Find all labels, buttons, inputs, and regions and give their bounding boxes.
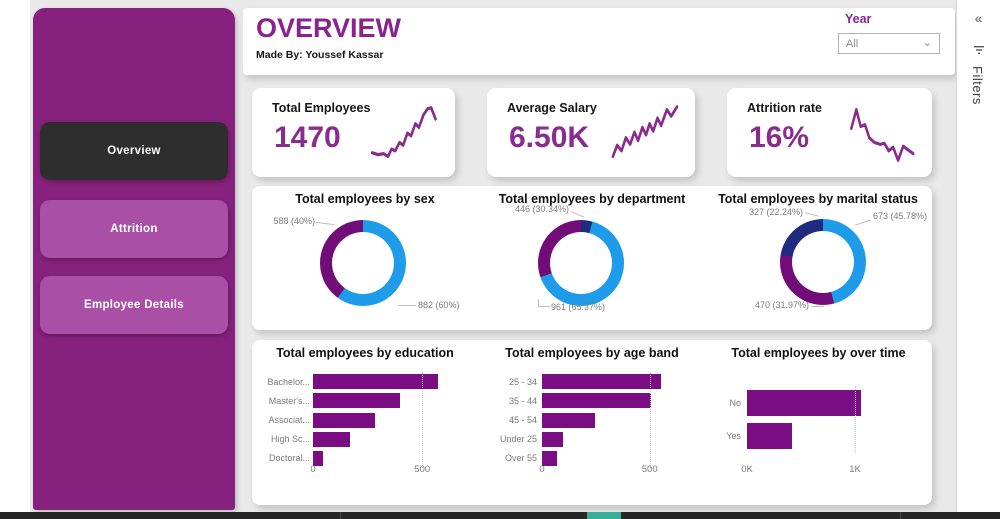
donut-chart-sex[interactable] xyxy=(252,186,478,330)
data-label: 470 (31.97%) xyxy=(754,300,809,310)
category-axis xyxy=(705,386,741,452)
nav-button-attrition[interactable]: Attrition xyxy=(40,200,228,258)
bar-row xyxy=(313,410,455,429)
axis-tick-label: 500 xyxy=(641,464,658,475)
value-axis xyxy=(310,464,455,478)
year-filter-value: All xyxy=(846,37,859,50)
value-axis xyxy=(741,464,882,478)
gridline xyxy=(422,372,423,468)
plot-area xyxy=(542,372,682,468)
kpi-card-attrition-rate[interactable] xyxy=(727,88,932,177)
gridline xyxy=(855,386,856,452)
bar[interactable] xyxy=(747,423,792,449)
data-label: 327 (22.24%) xyxy=(748,207,803,217)
page-subtitle: Made By: Youssef Kassar xyxy=(256,49,384,61)
data-label: 961 (65.37%) xyxy=(551,302,606,312)
data-label: 882 (60%) xyxy=(418,300,460,310)
bar[interactable] xyxy=(747,390,861,416)
label-leader-line xyxy=(398,305,416,306)
bar-row xyxy=(542,391,682,410)
bar-category-label: Yes xyxy=(726,430,741,441)
kpi-value: 16% xyxy=(749,121,810,154)
chevron-down-icon: ⌄ xyxy=(922,37,932,49)
bar-row xyxy=(313,372,455,391)
kpi-value: 6.50K xyxy=(509,121,590,154)
chart-title: Total employees by over time xyxy=(731,346,906,360)
bar-category-label: Bachelor... xyxy=(267,376,310,387)
bar[interactable] xyxy=(542,393,651,408)
kpi-card-total-employees[interactable] xyxy=(252,88,455,177)
chart-title: Total employees by education xyxy=(276,346,454,360)
kpi-card-average-salary[interactable] xyxy=(487,88,695,177)
data-label: 446 (30.34%) xyxy=(514,204,569,214)
chart-title: Total employees by marital status xyxy=(718,192,918,206)
value-axis xyxy=(539,464,682,478)
category-axis xyxy=(256,372,310,468)
bar-chart-age-band[interactable] xyxy=(479,340,705,505)
kpi-title: Total Employees xyxy=(272,101,371,115)
bar[interactable] xyxy=(542,374,661,389)
bar-category-label: High Sc... xyxy=(270,434,310,445)
category-axis xyxy=(483,372,537,468)
donut-chart-marital-status[interactable] xyxy=(705,186,931,330)
year-filter-dropdown[interactable] xyxy=(838,33,940,54)
bar[interactable] xyxy=(313,374,438,389)
bar[interactable] xyxy=(542,413,595,428)
plot-area xyxy=(747,386,882,452)
chart-title: Total employees by department xyxy=(498,192,686,206)
page-title: OVERVIEW xyxy=(256,13,402,43)
nav-button-employee-details[interactable]: Employee Details xyxy=(40,276,228,334)
bar-row xyxy=(542,430,682,449)
year-filter-label: Year xyxy=(845,12,872,26)
data-label: 673 (45.78%) xyxy=(873,211,928,221)
filters-pane-title: Filters xyxy=(970,66,985,105)
bar[interactable] xyxy=(542,432,563,447)
bar-category-label: No xyxy=(729,397,741,408)
label-leader-line xyxy=(855,220,871,226)
filter-funnel-icon xyxy=(973,44,985,56)
nav-sidebar xyxy=(33,8,235,510)
sparkline xyxy=(613,107,677,157)
bar-row xyxy=(313,391,455,410)
filters-pane xyxy=(956,0,1000,512)
sparkline-chart xyxy=(847,104,919,164)
plot-area xyxy=(313,372,455,468)
bar-row xyxy=(542,372,682,391)
taskbar-strip xyxy=(0,512,1000,519)
bar-category-label: Under 25 xyxy=(499,434,537,445)
bar-chart-over-time[interactable] xyxy=(705,340,932,505)
axis-tick-label: 500 xyxy=(414,464,431,475)
bar[interactable] xyxy=(313,413,375,428)
chart-title: Total employees by age band xyxy=(505,346,679,360)
label-leader-line xyxy=(538,299,550,307)
taskbar-teal-segment xyxy=(587,512,621,519)
sparkline xyxy=(851,110,913,161)
collapse-pane-icon[interactable]: « xyxy=(974,10,983,26)
donut-ring[interactable] xyxy=(538,220,624,306)
bar-category-label: Master's... xyxy=(268,395,310,406)
bar-chart-education[interactable] xyxy=(252,340,478,505)
bar-row xyxy=(747,419,882,452)
donut-ring[interactable] xyxy=(780,219,866,305)
bar-category-label: 35 - 44 xyxy=(508,395,537,406)
bar-charts-card xyxy=(252,340,932,505)
bar[interactable] xyxy=(313,432,350,447)
bar-category-label: Associat... xyxy=(268,415,310,425)
kpi-title: Attrition rate xyxy=(747,101,822,115)
bar-category-label: Over 55 xyxy=(504,453,537,464)
sparkline-chart xyxy=(610,104,682,164)
donut-ring[interactable] xyxy=(320,220,406,306)
header-card xyxy=(243,8,955,75)
kpi-title: Average Salary xyxy=(507,101,597,115)
sparkline-chart xyxy=(370,104,442,164)
taskbar-divider xyxy=(900,512,901,519)
bar[interactable] xyxy=(313,393,400,408)
kpi-value: 1470 xyxy=(274,121,341,154)
bar-category-label: Doctoral... xyxy=(268,453,310,464)
bar-row xyxy=(313,430,455,449)
sparkline xyxy=(372,108,435,157)
taskbar-divider xyxy=(340,512,341,519)
bar-row xyxy=(542,410,682,429)
axis-tick-label: 1K xyxy=(849,464,861,475)
axis-tick-label: 0K xyxy=(741,464,753,475)
gridline xyxy=(650,372,651,468)
bar-row xyxy=(747,386,882,419)
donut-chart-department[interactable] xyxy=(479,186,705,330)
axis-tick-label: 0 xyxy=(539,464,545,475)
chart-title: Total employees by sex xyxy=(295,192,435,206)
nav-button-overview[interactable]: Overview xyxy=(40,122,228,180)
bar-category-label: 45 - 54 xyxy=(508,415,537,425)
label-leader-line xyxy=(811,306,824,307)
data-label: 588 (40%) xyxy=(273,216,315,226)
bar-category-label: 25 - 34 xyxy=(508,376,537,387)
axis-tick-label: 0 xyxy=(310,464,316,475)
label-leader-line xyxy=(805,212,819,216)
donut-charts-card xyxy=(252,186,932,330)
label-leader-line xyxy=(316,222,334,225)
label-leader-line xyxy=(571,211,584,218)
